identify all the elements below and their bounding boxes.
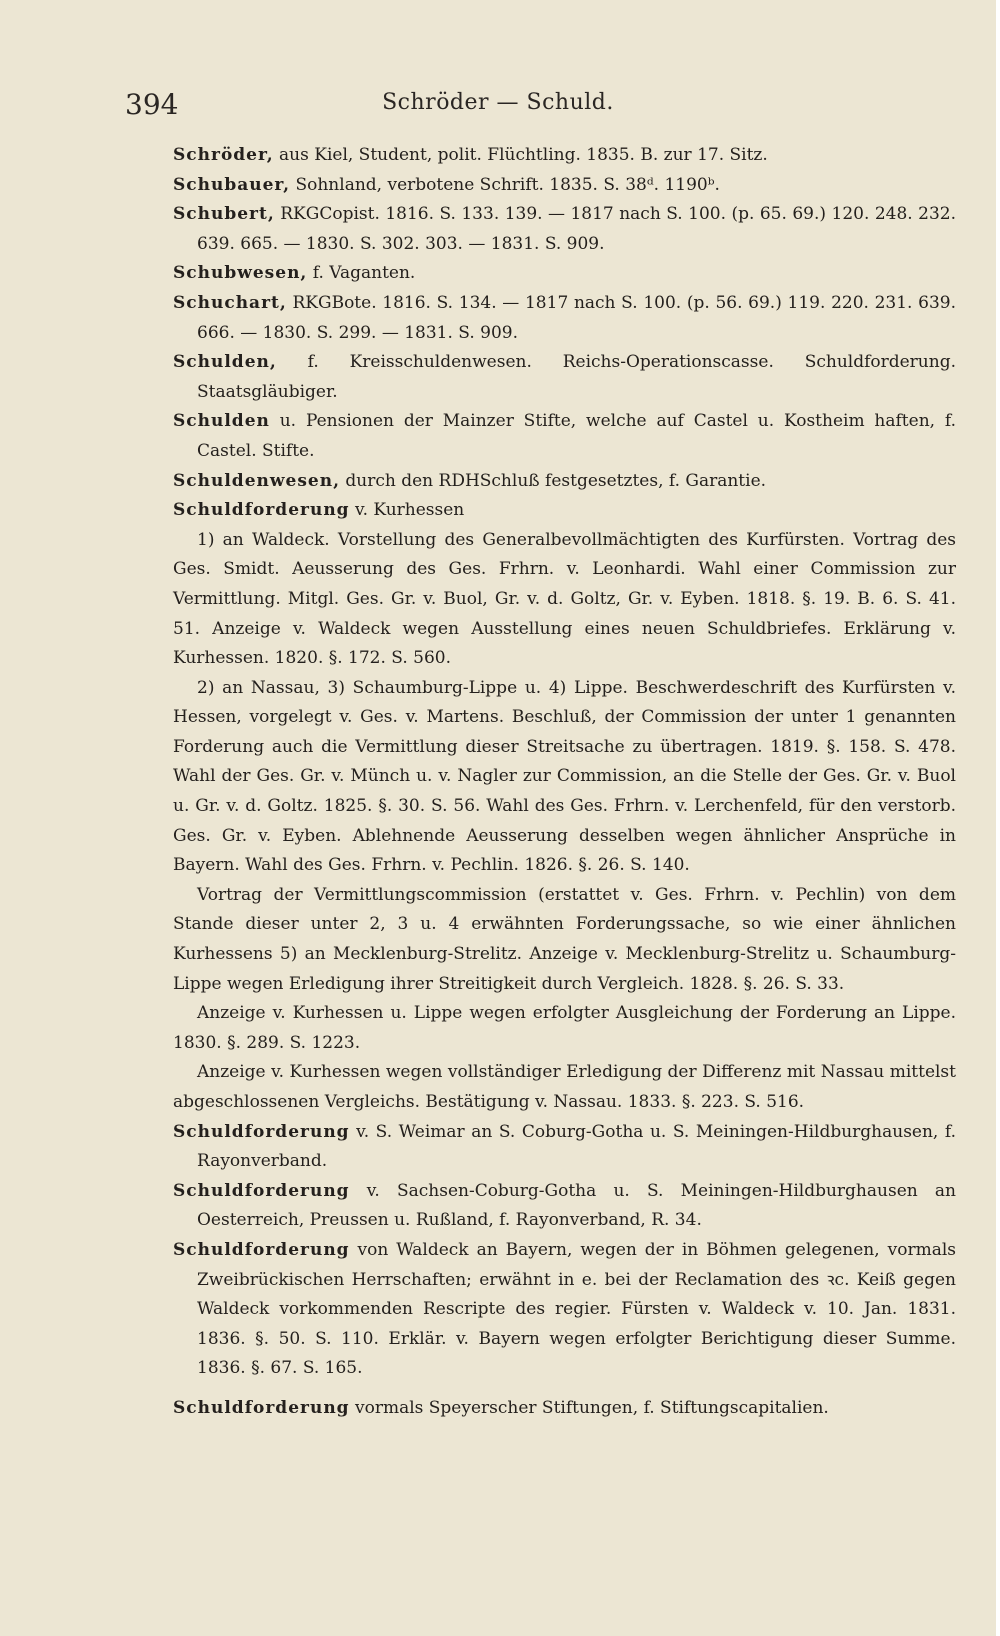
entry-term: Schuldenwesen, [173, 470, 340, 491]
sub-paragraph: Vortrag der Vermittlungscommission (erstattet v. Ges. Frhrn. v. Pechlin) von dem Stande dieser unter 2, 3 u. 4 erwähnten Forderungssache, so wie einer ähnlichen Kurhessens 5) an Mecklenburg-Strelitz. Anzeige v. Mecklenburg-Strelitz u. Schaumburg-Lippe wegen Erledigung ihrer Streitigkeit durch Vergleich. 1828. §. 26. S. 33. [173, 884, 956, 994]
entry-text: f. Vaganten. [307, 263, 416, 284]
running-head: Schröder — Schuld. [382, 90, 614, 115]
entry-text: u. Pensionen der Mainzer Stifte, welche auf Castel u. Kostheim haften, f. Castel. Stifte. [197, 411, 956, 461]
entry-text: RKGCopist. 1816. S. 133. 139. — 1817 nach S. 100. (p. 65. 69.) 120. 248. 232. 639. 665. — 1830. S. 302. 303. — 1831. S. 909. [197, 204, 956, 254]
entry-text: v. Sachsen-Coburg-Gotha u. S. Meiningen-Hildburghausen an Oesterreich, Preussen u. Rußland, f. Rayonverband, R. 34. [197, 1180, 956, 1231]
index-entry [173, 1118, 956, 1177]
page-header [0, 88, 996, 128]
entry-term: Schuldforderung [173, 1121, 350, 1142]
index-entry [173, 348, 956, 407]
entry-term: Schuldforderung [173, 1239, 350, 1260]
entry-term: Schubert, [173, 204, 275, 225]
index-entry [173, 289, 956, 348]
entry-term: Schröder, [173, 145, 274, 165]
entry-text: Sohnland, verbotene Schrift. 1835. S. 38ᵈ. 1190ᵇ. [290, 174, 720, 195]
index-entries [173, 141, 956, 1424]
entry-term: Schulden, [173, 352, 277, 373]
entry-term: Schuchart, [173, 292, 287, 313]
index-entry [173, 141, 956, 171]
entry-text: RKGBote. 1816. S. 134. — 1817 nach S. 100. (p. 56. 69.) 119. 220. 231. 639. 666. — 1830. S. 299. — 1831. S. 909. [197, 292, 956, 343]
sub-paragraph: Anzeige v. Kurhessen u. Lippe wegen erfolgter Ausgleichung der Forderung an Lippe. 1830. §. 289. S. 1223. [173, 1003, 956, 1053]
entry-text: f. Kreisschuldenwesen. Reichs-Operationscasse. Schuldforderung. Staatsgläubiger. [197, 352, 956, 402]
entry-term: Schubwesen, [173, 263, 308, 284]
entry-text: vormals Speyerscher Stiftungen, f. Stiftungscapitalien. [349, 1397, 829, 1418]
entry-term: Schubauer, [173, 174, 291, 195]
index-entry [173, 1236, 956, 1384]
sub-paragraph: 2) an Nassau, 3) Schaumburg-Lippe u. 4) Lippe. Beschwerdeschrift des Kurfürsten v. Hessen, vorgelegt v. Ges. v. Martens. Beschluß, der Commission der unter 1 genannten Forderung auch die Vermittlung dieser Streitsache zu übertragen. 1819. §. 158. S. 478. Wahl der Ges. Gr. v. Münch u. v. Nagler zur Commission, an die Stelle der Ges. Gr. v. Buol u. Gr. v. d. Goltz. 1825. §. 30. S. 56. Wahl des Ges. Frhrn. v. Lerchenfeld, für den verstorb. Ges. Gr. v. Eyben. Ablehnende Aeusserung desselben wegen ähnlicher Ansprüche in Bayern. Wahl des Ges. Frhrn. v. Pechlin. 1826. §. 26. S. 140. [173, 677, 956, 876]
index-entry [173, 496, 956, 526]
entry-text: aus Kiel, Student, polit. Flüchtling. 1835. B. zur 17. Sitz. [273, 145, 768, 165]
index-entry [173, 467, 956, 497]
index-entry [173, 407, 956, 466]
entry-text: von Waldeck an Bayern, wegen der in Böhmen gelegenen, vormals Zweibrückischen Herrschaften; erwähnt in e. bei der Reclamation des ꝛc. Keiß gegen Waldeck vorkommenden Rescripte des regier. Fürsten v. Waldeck v. 10. Jan. 1831. 1836. §. 50. S. 110. Erklär. v. Bayern wegen erfolgter Berichtigung dieser Summe. 1836. §. 67. S. 165. [197, 1239, 956, 1379]
entry-term: Schuldforderung [173, 1397, 350, 1418]
index-entry [173, 171, 956, 201]
entry-text: v. Kurhessen [349, 500, 465, 521]
page-number: 394 [125, 88, 179, 121]
index-entry [173, 1394, 956, 1424]
index-entry [173, 259, 956, 289]
entry-term: Schulden [173, 411, 270, 432]
entry-text: v. S. Weimar an S. Coburg-Gotha u. S. Meiningen-Hildburghausen, f. Rayonverband. [197, 1121, 956, 1172]
sub-paragraph: Anzeige v. Kurhessen wegen vollständiger Erledigung der Differenz mit Nassau mittelst abgeschlossenen Vergleichs. Bestätigung v. Nassau. 1833. §. 223. S. 516. [173, 1062, 956, 1112]
index-entry [173, 1177, 956, 1236]
entry-text: durch den RDHSchluß festgesetztes, f. Garantie. [339, 470, 767, 491]
sub-paragraph: 1) an Waldeck. Vorstellung des Generalbevollmächtigten des Kurfürsten. Vortrag des Ges. Smidt. Aeusserung des Ges. Frhrn. v. Leonhardi. Wahl einer Commission zur Vermittlung. Mitgl. Ges. Gr. v. Buol, Gr. v. d. Goltz, Gr. v. Eyben. 1818. §. 19. B. 6. S. 41. 51. Anzeige v. Waldeck wegen Ausstellung eines neuen Schuldbriefes. Erklärung v. Kurhessen. 1820. §. 172. S. 560. [173, 529, 956, 669]
page-edge [996, 0, 1000, 1636]
index-entry [173, 200, 956, 259]
entry-term: Schuldforderung [173, 1180, 350, 1201]
entry-term: Schuldforderung [173, 500, 350, 521]
